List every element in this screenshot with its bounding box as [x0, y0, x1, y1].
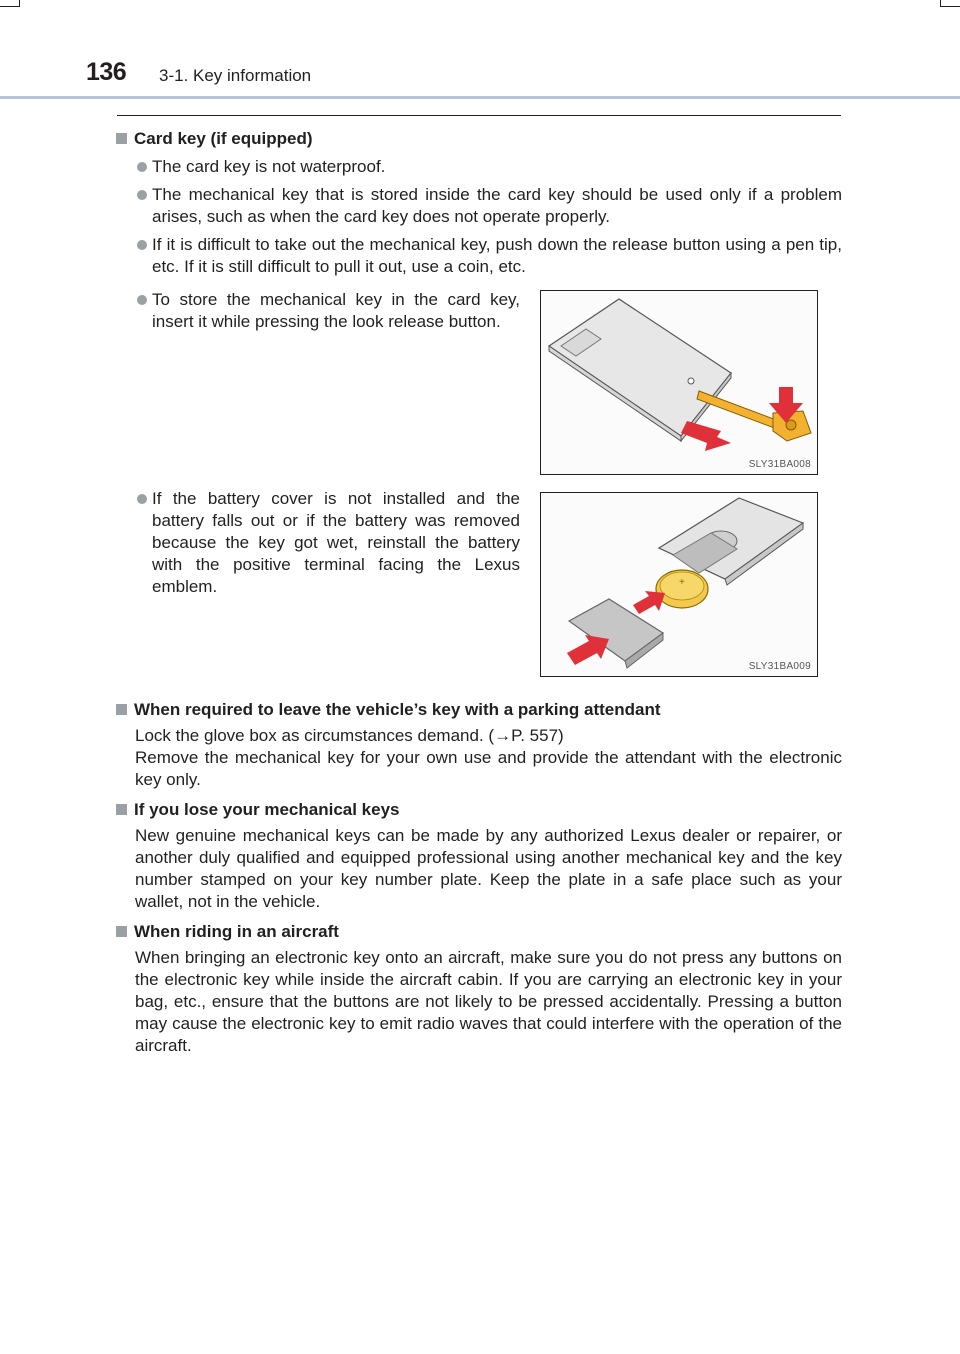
crop-mark	[0, 6, 20, 7]
bullet-text: The card key is not waterproof.	[152, 157, 386, 176]
card-key-heading	[116, 128, 842, 150]
figure-card-key-battery	[540, 492, 818, 677]
square-bullet-icon	[116, 133, 127, 144]
bullet-text: If it is difficult to take out the mechanical key, push down the release button using a pen tip, etc. If it is still difficult to pull it out, use a coin, etc.	[152, 235, 842, 276]
aircraft-heading	[116, 921, 842, 943]
section-title: 3-1. Key information	[159, 66, 312, 85]
figure-code: SLY31BA009	[748, 661, 811, 672]
bullet-text: The mechanical key that is stored inside the card key should be used only if a problem arises, such as when the card key does not operate properly.	[152, 185, 842, 226]
list-item	[116, 156, 842, 178]
aircraft-paragraph: When bringing an electronic key onto an aircraft, make sure you do not press any buttons on the electronic key while inside the aircraft cabin. If you are carrying an electronic key in your bag, etc., ensure that the buttons are not likely to be pressed accidentally. Pressing a button may cause the electronic key to emit radio waves that could interfere with the operation of the aircraft.	[135, 948, 842, 1055]
aircraft-heading-text: When riding in an aircraft	[134, 922, 339, 941]
card-key-battery-illustration	[541, 493, 817, 676]
lose-keys-paragraph: New genuine mechanical keys can be made by any authorized Lexus dealer or repairer, or another duly qualified and equipped professional using another mechanical key and the key number stamped on your key number plate. Keep the plate in a safe place such as your wallet, not in the vehicle.	[135, 826, 842, 911]
spacer	[116, 791, 842, 799]
list-item	[116, 184, 842, 228]
card-key-heading-text: Card key (if equipped)	[134, 129, 313, 148]
circle-bullet-icon	[137, 162, 147, 172]
bullet-text: To store the mechanical key in the card key, insert it while pressing the look release button.	[152, 290, 520, 331]
parking-paragraph-1: Lock the glove box as circumstances demand. (→P. 557)	[135, 726, 564, 745]
square-bullet-icon	[116, 804, 127, 815]
lose-keys-heading	[116, 799, 842, 821]
figure-card-key-insert	[540, 290, 818, 475]
circle-bullet-icon	[137, 240, 147, 250]
list-item	[116, 488, 520, 598]
square-bullet-icon	[116, 704, 127, 715]
parking-heading	[116, 699, 842, 721]
spacer	[116, 913, 842, 921]
figure-code: SLY31BA008	[748, 459, 811, 470]
svg-text:+: +	[679, 577, 685, 588]
circle-bullet-icon	[137, 295, 147, 305]
notes-section	[116, 699, 842, 1057]
card-key-section	[116, 128, 842, 278]
list-item	[116, 234, 842, 278]
lose-keys-heading-text: If you lose your mechanical keys	[134, 800, 400, 819]
circle-bullet-icon	[137, 494, 147, 504]
divider	[117, 115, 841, 116]
list-item	[116, 289, 520, 333]
circle-bullet-icon	[137, 190, 147, 200]
parking-paragraph-2: Remove the mechanical key for your own use and provide the attendant with the electronic key only.	[135, 748, 842, 789]
parking-heading-text: When required to leave the vehicle’s key with a parking attendant	[134, 700, 661, 719]
battery-item	[116, 488, 520, 598]
store-key-item	[116, 289, 520, 333]
card-key-insert-illustration	[541, 291, 817, 474]
page-number: 136	[86, 58, 127, 86]
bullet-text: If the battery cover is not installed and the battery falls out or if the battery was removed because the key got wet, reinstall the battery with the positive terminal facing the Lexus emblem.	[152, 489, 520, 596]
crop-mark	[940, 6, 960, 7]
square-bullet-icon	[116, 926, 127, 937]
header-band	[0, 96, 960, 99]
